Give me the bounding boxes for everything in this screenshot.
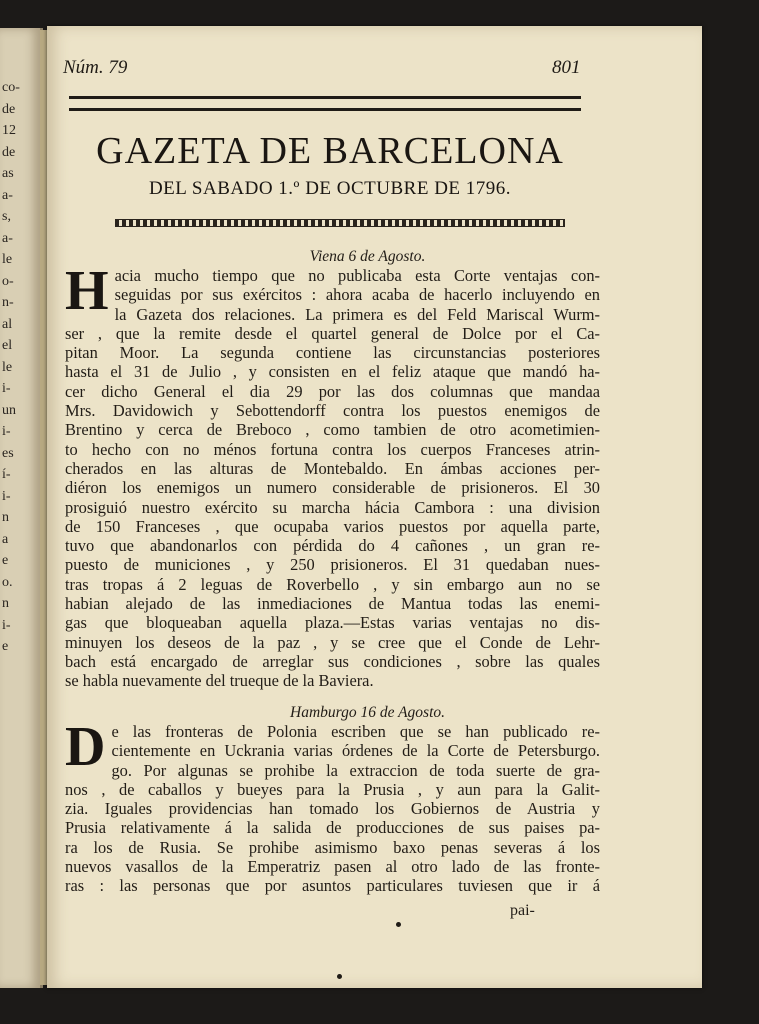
- facing-page-fragment: i-: [2, 424, 11, 439]
- text-line: acia mucho tiempo que no publicaba esta Corte ventajas con-: [114, 266, 600, 285]
- drop-cap: H: [65, 260, 109, 322]
- text-line: bach está encargado de arreglar sus condiciones , sobre las quales: [65, 651, 600, 671]
- text-line: ser , que la remite desde el quartel general de Dolce por el Ca-: [65, 323, 600, 343]
- issue-date: DEL SABADO 1.º DE OCTUBRE DE 1796.: [148, 178, 512, 199]
- text-line: hasta el 31 de Julio , y consisten en el feliz ataque que mandó ha-: [65, 362, 600, 382]
- facing-page-fragment: es: [2, 445, 14, 461]
- article-vienna: [65, 247, 600, 691]
- text-line: e las fronteras de Polonia escriben que se han publicado re-: [111, 722, 600, 741]
- text-line: nos , de caballos y bueyes para la Prusia , y aun para la Galit-: [65, 779, 600, 799]
- article-dateline: Viena 6 de Agosto.: [309, 248, 426, 265]
- text-line: ras : las personas que por asuntos particulares tuviesen que ir á: [65, 876, 600, 896]
- text-line: gas que bloqueaban aquella plaza.—Estas varias ventajas no dis-: [65, 613, 600, 633]
- facing-page-fragment: de: [2, 101, 16, 117]
- facing-page-fragment: al: [2, 316, 13, 332]
- text-line: la Gazeta dos relaciones. La primera es del Feld Mariscal Wurm-: [114, 304, 600, 324]
- text-line: Brentino y cerca de Breboco , como tambien de otro acometimien-: [65, 420, 600, 440]
- facing-page-fragment: a: [2, 531, 9, 547]
- facing-page-fragment: n: [2, 596, 9, 611]
- header-double-rule: [69, 96, 581, 111]
- text-line: seguidas por sus exércitos : ahora acaba de hacerlo incluyendo en: [114, 285, 600, 305]
- text-line: se habla nuevamente del trueque de la Baviera.: [65, 671, 374, 691]
- facing-page-fragment: e: [2, 553, 9, 568]
- text-line: cherados en las alturas de Montebaldo. En ámbas acciones per-: [65, 458, 600, 478]
- text-line: pitan Moor. La segunda contiene las circunstancias posteriores: [65, 343, 600, 363]
- facing-page-fragment: as: [2, 166, 14, 181]
- text-line: diéron los enemigos un numero considerable de prisioneros. El 30: [65, 478, 600, 498]
- text-line: prosiguió nuestro exército su marcha hácia Cambora : una division: [65, 497, 600, 517]
- text-line: cer dicho General el dia 29 por las dos columnas que mandaa: [65, 381, 600, 401]
- text-line: tuvo que abandonarlos con pérdida do 4 cañones , un gran re-: [65, 536, 600, 556]
- facing-page-fragment: de: [2, 144, 16, 160]
- issue-number: Núm. 79: [63, 57, 128, 78]
- page-number: 801: [552, 57, 581, 78]
- text-line: tras tropas á 2 leguas de Roverbello , y sin embargo aun no se: [65, 574, 600, 594]
- facing-page-edge: [0, 28, 43, 988]
- facing-page-fragment: le: [2, 252, 13, 267]
- ink-spot: [337, 974, 342, 979]
- article-body: [65, 716, 600, 896]
- facing-page-fragment: o.: [2, 574, 13, 590]
- text-line: Prusia relativamente á la salida de producciones de sus paises pa-: [65, 818, 600, 838]
- catchword: pai-: [510, 902, 535, 919]
- facing-page-fragment: el: [2, 338, 13, 353]
- article-body: [65, 260, 600, 691]
- text-line: go. Por algunas se prohibe la extraccion de toda suerte de gra-: [111, 760, 600, 780]
- text-line: Mrs. Davidowich y Sebottendorff contra los puestos enemigos de: [65, 401, 600, 421]
- newspaper-page: [47, 26, 702, 988]
- facing-page-fragment: i-: [2, 617, 11, 633]
- text-line: habian alejado de las inmediaciones de Mantua todas las enemi-: [65, 594, 600, 614]
- text-line: cientemente en Uckrania varias órdenes de la Corte de Petersburgo.: [111, 741, 600, 761]
- facing-page-fragment: co-: [2, 80, 20, 95]
- facing-page-fragment: n: [2, 510, 9, 525]
- facing-page-fragment: a-: [2, 230, 13, 246]
- ink-spot: [396, 922, 401, 927]
- facing-page-fragment: un: [2, 402, 16, 418]
- text-line: nuevos vasallos de la Emperatriz pasen al otro lado de las fronte-: [65, 857, 600, 877]
- facing-page-fragment: le: [2, 359, 13, 375]
- facing-page-fragment: n-: [2, 295, 14, 310]
- facing-page-fragment: 12: [2, 123, 16, 138]
- text-line: zia. Iguales providencias han tomado los Gobiernos de Austria y: [65, 799, 600, 819]
- facing-page-fragment: e: [2, 639, 9, 654]
- facing-page-fragment: i-: [2, 381, 11, 396]
- ornamental-rule: [115, 219, 565, 227]
- facing-page-fragment: í-: [2, 467, 11, 482]
- text-line: de 150 Franceses , que ocupaba varios puestos por aquella parte,: [65, 516, 600, 536]
- text-line: minuyen los deseos de la paz , y se cree que el Conde de Lehr-: [65, 632, 600, 652]
- text-line: puesto de municiones , y 250 prisioneros. El 31 quedaban nues-: [65, 555, 600, 575]
- facing-page-fragment: o-: [2, 273, 14, 289]
- article-dateline: Hamburgo 16 de Agosto.: [290, 704, 445, 721]
- article-hamburg: [65, 703, 600, 896]
- facing-page-fragment: i-: [2, 488, 11, 504]
- masthead-title: GAZETA DE BARCELONA: [96, 130, 564, 172]
- facing-page-fragment: a-: [2, 187, 13, 203]
- text-line: ra los de Rusia. Se prohibe asimismo baxo penas severas á los: [65, 837, 600, 857]
- drop-cap: D: [65, 716, 106, 778]
- text-line: to hecho con no ménos fortuna contra los cuerpos Franceses atrin-: [65, 439, 600, 459]
- facing-page-fragment: s,: [2, 209, 11, 224]
